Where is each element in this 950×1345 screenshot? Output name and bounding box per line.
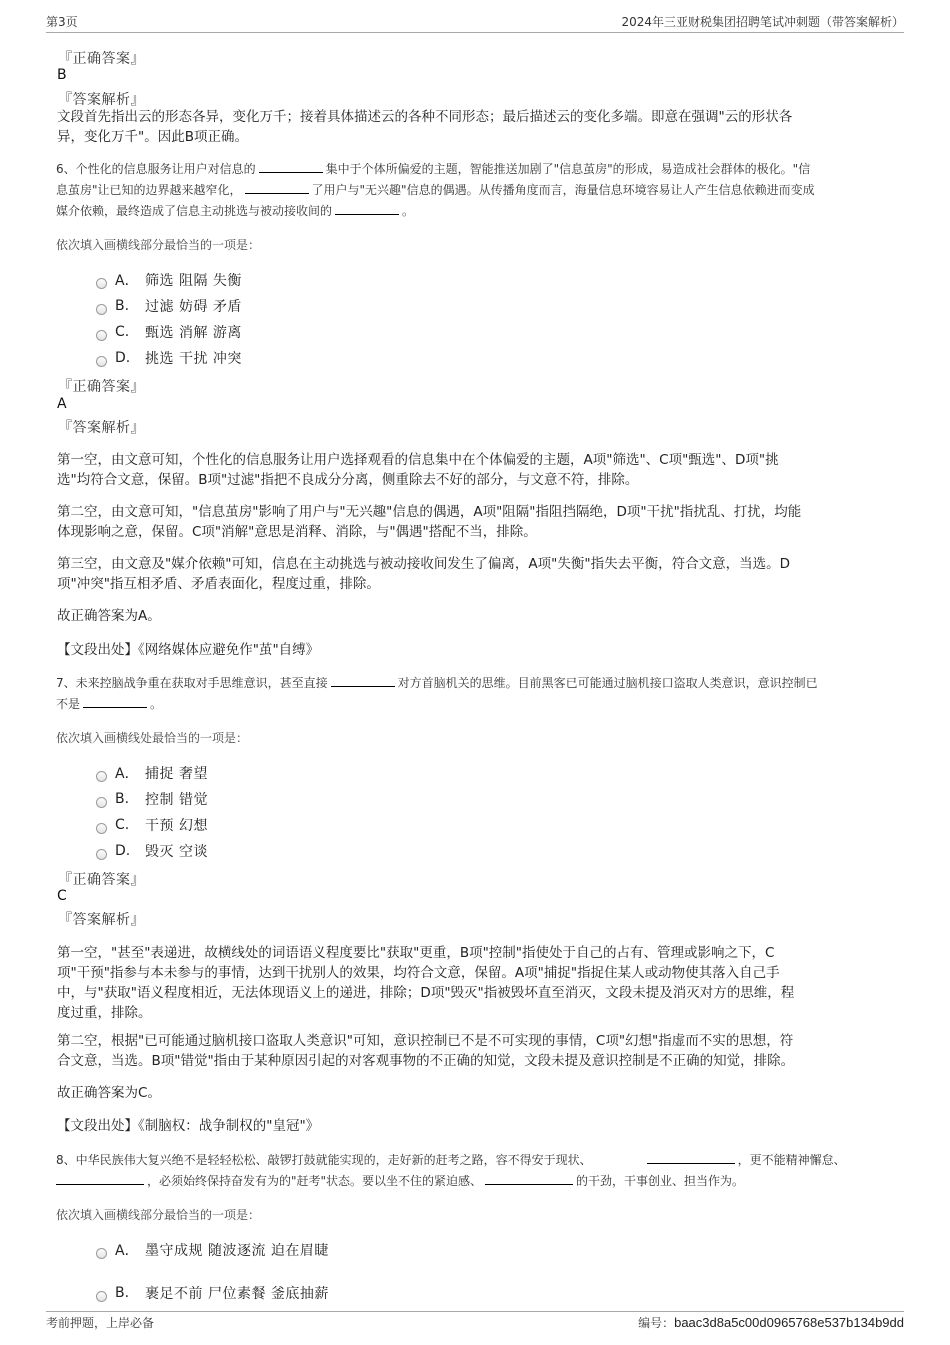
conclusion: 故正确答案为A。 (57, 608, 161, 624)
radio-button[interactable] (96, 330, 107, 341)
correct-answer-value: A (57, 396, 67, 412)
analysis-label: 『答案解析』 (58, 420, 145, 436)
q7-option-d[interactable]: D. 毁灭 空谈 (96, 841, 208, 861)
blank-1 (647, 1150, 735, 1164)
conclusion: 故正确答案为C。 (57, 1085, 161, 1101)
blank-1 (331, 673, 395, 687)
question-8-stem: 8、中华民族伟大复兴绝不是轻轻松松、敲锣打鼓就能实现的，走好新的赶考之路，容不得安于现状、 ，更不能精神懈怠、 ，必须始终保持奋发有为的"赶考"状态。要以坐不住的紧迫感、 的干劲，干事创业、担当作为。 (56, 1150, 906, 1192)
document-title: 2024年三亚财税集团招聘笔试冲刺题（带答案解析） (621, 15, 904, 29)
q7-option-b[interactable]: B. 控制 错觉 (96, 789, 208, 809)
q8-option-a[interactable]: A． 墨守成规 随波逐流 迫在眉睫 (96, 1240, 329, 1260)
radio-button[interactable] (96, 849, 107, 860)
question-7-instruction: 依次填入画横线处最恰当的一项是： (56, 731, 249, 745)
correct-answer-value: B (57, 67, 67, 83)
radio-button[interactable] (96, 1248, 107, 1259)
analysis-paragraph-2: 第二空，由文意可知，"信息茧房"影响了用户与"无兴趣"信息的偶遇，A项"阻隔"指阻挡隔绝，D项"干扰"指扰乱、打扰，均能 体现影响之意，保留。C项"消解"意思是消释、消除，与"偶遇"搭配不当，排除。 (57, 504, 802, 540)
page-footer (46, 1311, 904, 1335)
radio-button[interactable] (96, 1291, 107, 1302)
source-citation: 【文段出处】《网络媒体应避免作"茧"自缚》 (57, 642, 320, 658)
q6-option-b[interactable]: B. 过滤 妨碍 矛盾 (96, 296, 242, 316)
radio-button[interactable] (96, 823, 107, 834)
blank-2 (83, 694, 147, 708)
correct-answer-label: 『正确答案』 (58, 379, 145, 395)
correct-answer-label: 『正确答案』 (58, 51, 145, 67)
q7-option-a[interactable]: A． 捕捉 奢望 (96, 763, 208, 783)
q7-option-c[interactable]: C. 干预 幻想 (96, 815, 208, 835)
radio-button[interactable] (96, 304, 107, 315)
q6-option-c[interactable]: C. 甄选 消解 游离 (96, 322, 242, 342)
blank-1 (259, 159, 323, 173)
radio-button[interactable] (96, 356, 107, 367)
radio-button[interactable] (96, 797, 107, 808)
correct-answer-value: C (57, 888, 67, 904)
radio-button[interactable] (96, 278, 107, 289)
blank-2 (245, 180, 309, 194)
blank-3 (335, 201, 399, 215)
q6-option-d[interactable]: D. 挑选 干扰 冲突 (96, 348, 242, 368)
page-number: 第3页 (46, 15, 78, 29)
question-6-instruction: 依次填入画横线部分最恰当的一项是： (56, 238, 261, 252)
analysis-label: 『答案解析』 (58, 92, 145, 108)
document-code: 编号：baac3d8a5c00d0965768e537b134b9dd (638, 1315, 904, 1330)
analysis-paragraph-1: 第一空，"甚至"表递进，故横线处的词语语义程度要比"获取"更重，B项"控制"指使处于自己的占有、管理或影响之下，C 项"干预"指参与本未参与的事情，达到干扰别人的效果，均符合文意，保留。A项"捕捉"指捉住某人或动物使其落入自己手 中，与"获取"语义程度相近，无法体现语义上的递进，排除；D项"毁灭"指被毁坏直至消灭，文段未提及消灭对方的思维，程 度过重，排除。 (57, 945, 795, 1021)
blank-2 (56, 1171, 144, 1185)
footer-slogan: 考前押题，上岸必备 (46, 1316, 155, 1330)
radio-button[interactable] (96, 771, 107, 782)
question-6-stem: 6、个性化的信息服务让用户对信息的 集中于个体所偏爱的主题，智能推送加剧了"信息茧房"的形成，易造成社会群体的极化。"信 息茧房"让已知的边界越来越窄化， 了用户与"无兴趣"信息的偶遇。从传播角度而言，海量信息环境容易让人产生信息依赖进而变成 媒介依赖，最终造成了信息主动挑选与被动接收间的 。 (56, 159, 906, 222)
source-citation: 【文段出处】《制脑权：战争制权的"皇冠"》 (57, 1118, 320, 1134)
analysis-label: 『答案解析』 (58, 912, 145, 928)
question-8-instruction: 依次填入画横线部分最恰当的一项是： (56, 1208, 261, 1222)
question-7-stem: 7、未来控脑战争重在获取对手思维意识，甚至直接 对方首脑机关的思维。目前黑客已可能通过脑机接口盗取人类意识，意识控制已 不是 。 (56, 673, 906, 715)
analysis-text: 文段首先指出云的形态各异，变化万千；接着具体描述云的各种不同形态；最后描述云的变化多端。即意在强调"云的形状各 异，变化万千"。因此B项正确。 (57, 109, 793, 145)
blank-3 (485, 1171, 573, 1185)
analysis-paragraph-3: 第三空，由文意及"媒介依赖"可知，信息在主动挑选与被动接收间发生了偏离，A项"失衡"指失去平衡，符合文意，当选。D 项"冲突"指互相矛盾、矛盾表面化，程度过重，排除。 (57, 556, 790, 592)
q6-option-a[interactable]: A． 筛选 阻隔 失衡 (96, 270, 242, 290)
q8-option-b[interactable]: B. 裹足不前 尸位素餐 釜底抽薪 (96, 1283, 329, 1303)
analysis-paragraph-1: 第一空，由文意可知，个性化的信息服务让用户选择观看的信息集中在个体偏爱的主题，A项"筛选"、C项"甄选"、D项"挑 选"均符合文意，保留。B项"过滤"指把不良成分分离，侧重除去不好的部分，与文意不符，排除。 (57, 452, 779, 488)
analysis-paragraph-2: 第二空，根据"已可能通过脑机接口盗取人类意识"可知，意识控制已不是不可实现的事情，C项"幻想"指虚而不实的思想，符 合文意，当选。B项"错觉"指由于某种原因引起的对客观事物的不正确的知觉，文段未提及意识控制是不正确的知觉，排除。 (57, 1033, 795, 1069)
correct-answer-label: 『正确答案』 (58, 872, 145, 888)
page-header (46, 14, 904, 33)
